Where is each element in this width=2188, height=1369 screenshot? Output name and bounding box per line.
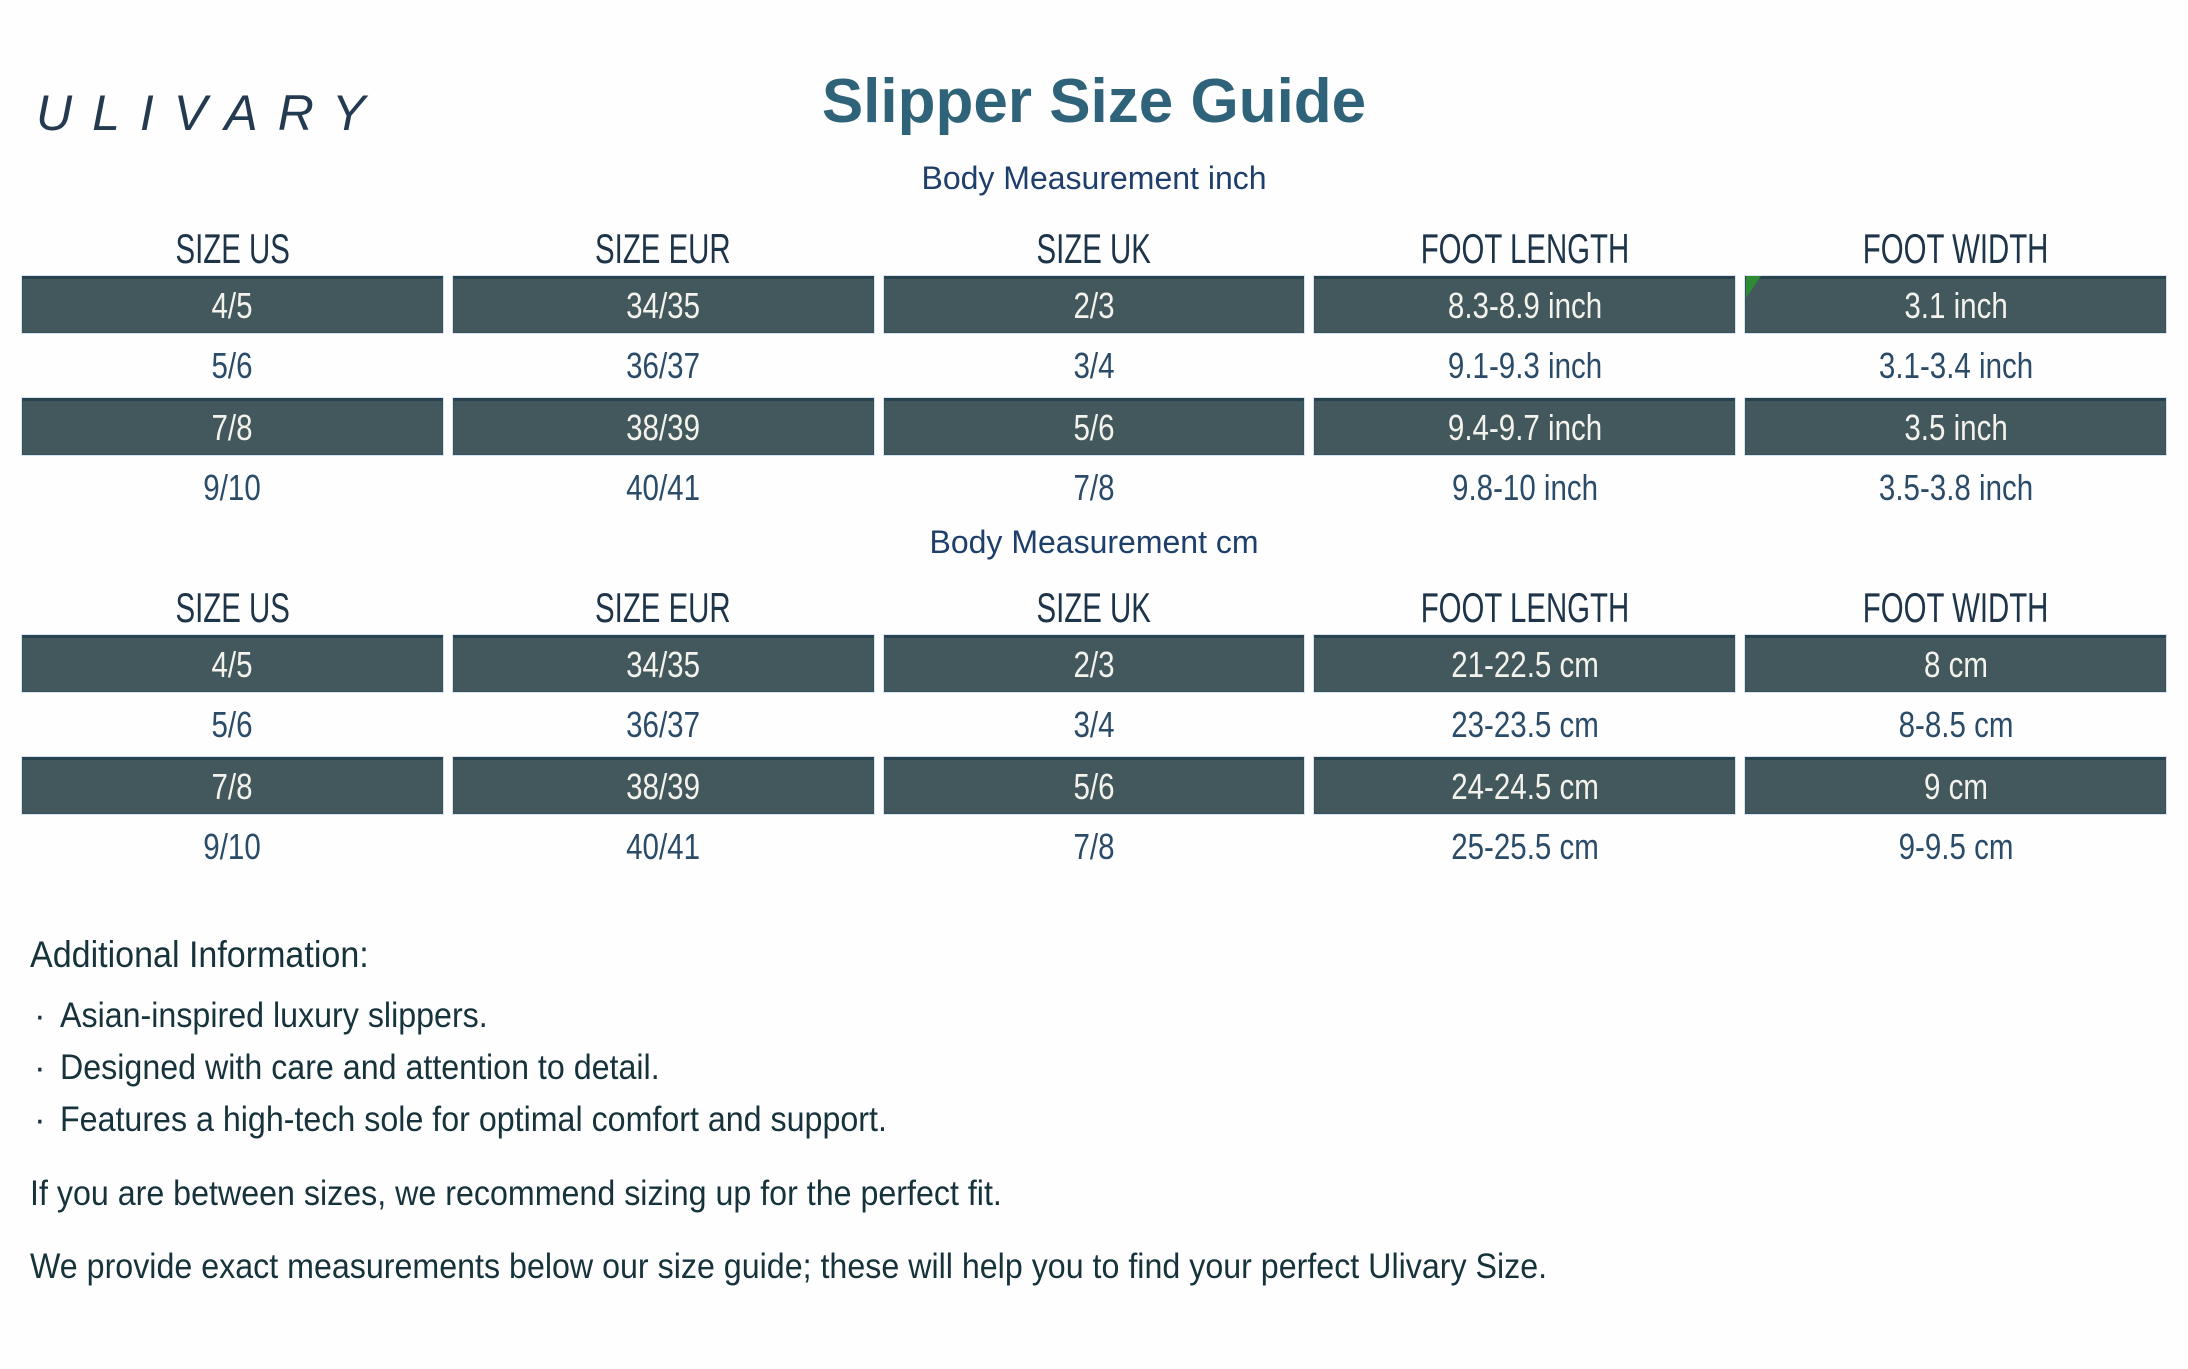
size-eur-cell: 34/35	[453, 276, 874, 333]
foot-length-cell: 9.8-10 inch	[1451, 466, 1598, 508]
size-uk-cell: 5/6	[884, 757, 1305, 814]
bullet-dot: ·	[34, 1100, 46, 1139]
size-table-cm	[22, 583, 2166, 877]
size-uk-cell: 2/3	[884, 276, 1305, 333]
size-eur-cell: 34/35	[453, 635, 874, 692]
column-header-foot-length: FOOT LENGTH	[1420, 584, 1630, 631]
foot-width-cell: 8-8.5 cm	[1898, 703, 2014, 745]
foot-width-cell: 3.5 inch	[1745, 398, 2166, 455]
size-uk-cell: 3/4	[1073, 344, 1115, 386]
column-header-size-us: SIZE US	[175, 584, 290, 631]
column-header-size-eur: SIZE EUR	[595, 584, 731, 631]
table-row	[22, 335, 2166, 396]
table-row	[22, 274, 2166, 335]
foot-length-cell: 9.1-9.3 inch	[1447, 344, 1602, 386]
foot-width-cell: 9-9.5 cm	[1898, 825, 2014, 867]
measurement-note: We provide exact measurements below our size guide; these will help you to find your perfect Ulivary Size.	[30, 1247, 1548, 1286]
column-header-size-uk: SIZE UK	[1036, 225, 1152, 272]
size-eur-cell: 36/37	[626, 344, 701, 386]
bullet-dot: ·	[34, 996, 46, 1035]
foot-length-cell: 8.3-8.9 inch	[1314, 276, 1735, 333]
sizing-note: If you are between sizes, we recommend sizing up for the perfect fit.	[30, 1174, 1002, 1213]
brand-logo: ULIVARY	[36, 85, 386, 141]
table-row	[22, 633, 2166, 694]
size-eur-cell: 40/41	[626, 466, 701, 508]
size-us-cell: 9/10	[203, 466, 262, 508]
size-eur-cell: 36/37	[626, 703, 701, 745]
foot-width-cell: 3.1-3.4 inch	[1878, 344, 2033, 386]
foot-length-cell: 23-23.5 cm	[1450, 703, 1599, 745]
page-title: Slipper Size Guide	[821, 67, 1367, 136]
bullet-item: · Designed with care and attention to detail.	[34, 1048, 660, 1087]
table-row	[22, 457, 2166, 518]
size-us-cell: 9/10	[203, 825, 262, 867]
column-header-size-uk: SIZE UK	[1036, 584, 1152, 631]
size-eur-cell: 38/39	[453, 757, 874, 814]
bullet-dot: ·	[34, 1048, 46, 1087]
table-subtitle-inch: Body Measurement inch	[921, 160, 1267, 196]
bullet-item: · Asian-inspired luxury slippers.	[34, 996, 488, 1035]
size-uk-cell: 5/6	[884, 398, 1305, 455]
foot-length-cell: 25-25.5 cm	[1450, 825, 1599, 867]
foot-width-cell: 3.1 inch	[1745, 276, 2166, 333]
foot-width-cell: 8 cm	[1745, 635, 2166, 692]
table-row	[22, 816, 2166, 877]
foot-length-cell: 9.4-9.7 inch	[1314, 398, 1735, 455]
column-header-foot-length: FOOT LENGTH	[1420, 225, 1630, 272]
additional-info-heading: Additional Information:	[30, 934, 369, 975]
table-subtitle-cm: Body Measurement cm	[929, 524, 1259, 560]
header-row	[22, 224, 2166, 274]
column-header-foot-width: FOOT WIDTH	[1862, 584, 2049, 631]
table-row	[22, 755, 2166, 816]
table-row	[22, 694, 2166, 755]
foot-length-cell: 24-24.5 cm	[1314, 757, 1735, 814]
size-us-cell: 4/5	[22, 276, 443, 333]
foot-width-cell: 9 cm	[1745, 757, 2166, 814]
size-uk-cell: 7/8	[1073, 825, 1115, 867]
foot-width-cell: 3.5-3.8 inch	[1878, 466, 2033, 508]
size-us-cell: 5/6	[211, 703, 253, 745]
size-uk-cell: 3/4	[1073, 703, 1115, 745]
size-us-cell: 4/5	[22, 635, 443, 692]
column-header-size-us: SIZE US	[175, 225, 290, 272]
size-us-cell: 5/6	[211, 344, 253, 386]
green-corner-marker	[1746, 276, 1761, 298]
table-row	[22, 396, 2166, 457]
size-eur-cell: 40/41	[626, 825, 701, 867]
header-row	[22, 583, 2166, 633]
foot-length-cell: 21-22.5 cm	[1314, 635, 1735, 692]
size-us-cell: 7/8	[22, 398, 443, 455]
bullet-item: · Features a high-tech sole for optimal comfort and support.	[34, 1100, 887, 1139]
column-header-foot-width: FOOT WIDTH	[1862, 225, 2049, 272]
column-header-size-eur: SIZE EUR	[595, 225, 731, 272]
size-uk-cell: 7/8	[1073, 466, 1115, 508]
size-uk-cell: 2/3	[884, 635, 1305, 692]
size-us-cell: 7/8	[22, 757, 443, 814]
size-table-inch	[22, 224, 2166, 518]
size-eur-cell: 38/39	[453, 398, 874, 455]
